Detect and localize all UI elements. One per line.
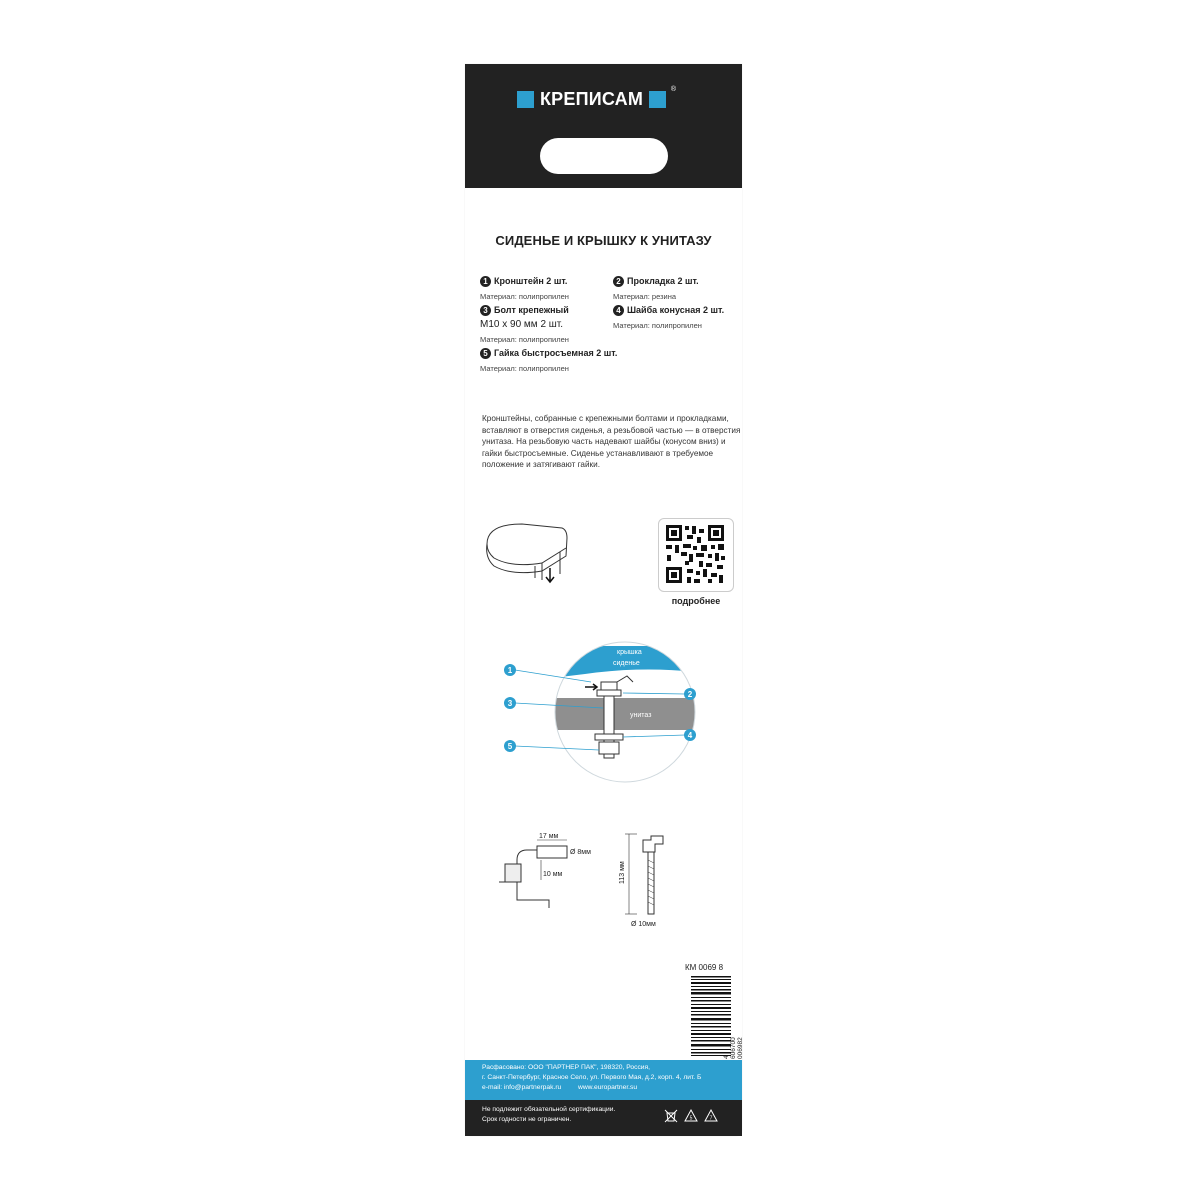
part-number: 1 bbox=[480, 276, 491, 287]
qr-code[interactable] bbox=[658, 518, 734, 592]
recycle-icons bbox=[664, 1109, 718, 1123]
dim-17: 17 мм bbox=[539, 833, 559, 840]
part-name: Кронштейн 2 шт. bbox=[494, 276, 568, 287]
part-material: Материал: полипропилен bbox=[480, 364, 569, 374]
hang-hole bbox=[540, 138, 668, 174]
packaging-card bbox=[465, 64, 742, 1136]
cert-line-1: Не подлежит обязательной сертификации. bbox=[482, 1106, 616, 1113]
callout-3: 3 bbox=[507, 699, 513, 708]
part-4 bbox=[613, 305, 724, 331]
toilet-seat-illustration bbox=[482, 516, 582, 591]
part-material: Материал: полипропилен bbox=[613, 321, 702, 331]
callout-4: 4 bbox=[687, 731, 693, 740]
callout-2: 2 bbox=[687, 690, 693, 699]
packer-info bbox=[465, 1060, 742, 1100]
part-size: М10 х 90 мм 2 шт. bbox=[480, 319, 564, 331]
callout-1: 1 bbox=[507, 666, 513, 675]
svg-text:5: 5 bbox=[689, 1115, 693, 1122]
label-seat: сиденье bbox=[613, 660, 640, 667]
no-trash-icon bbox=[664, 1109, 678, 1123]
recycle-icon-7 bbox=[704, 1109, 718, 1123]
packer-line-2: г. Санкт-Петербург, Красное Село, ул. Первого Мая, д.2, корп. 4, лит. Б bbox=[482, 1074, 702, 1081]
logo-square-left bbox=[517, 91, 534, 108]
assembly-diagram bbox=[495, 646, 735, 786]
bolt-dimensions bbox=[615, 830, 685, 930]
bracket-dimensions bbox=[495, 830, 605, 910]
callout-5: 5 bbox=[507, 742, 513, 751]
sku-code: КМ 0069 8 bbox=[685, 963, 724, 972]
part-material: Материал: полипропилен bbox=[480, 335, 569, 345]
brand-name: КРЕПИСАМ bbox=[540, 88, 644, 109]
qr-pattern bbox=[659, 519, 731, 589]
label-toilet: унитаз bbox=[630, 712, 652, 719]
qr-label: подробнее bbox=[671, 596, 721, 606]
part-5 bbox=[480, 348, 617, 374]
part-number: 2 bbox=[613, 276, 624, 287]
dim-8: Ø 8мм bbox=[570, 849, 591, 856]
part-name: Гайка быстросъемная 2 шт. bbox=[494, 348, 618, 359]
header-band bbox=[465, 64, 742, 188]
recycle-icon-5 bbox=[684, 1109, 698, 1123]
dim-10-bolt: Ø 10мм bbox=[631, 921, 656, 928]
part-1 bbox=[480, 276, 569, 302]
svg-text:7: 7 bbox=[709, 1115, 713, 1122]
dim-113: 113 мм bbox=[619, 861, 626, 884]
part-2 bbox=[613, 276, 699, 302]
part-number: 5 bbox=[480, 348, 491, 359]
brand-logo bbox=[517, 86, 677, 110]
dim-10: 10 мм bbox=[543, 871, 563, 878]
part-name: Болт крепежный bbox=[494, 305, 569, 316]
cert-line-2: Срок годности не ограничен. bbox=[482, 1116, 572, 1123]
part-material: Материал: резина bbox=[613, 292, 677, 302]
part-name: Прокладка 2 шт. bbox=[627, 276, 699, 287]
part-3 bbox=[480, 305, 569, 345]
product-title: СИДЕНЬЕ И КРЫШКУ К УНИТАЗУ bbox=[495, 233, 712, 248]
part-number: 4 bbox=[613, 305, 624, 316]
instructions-text: Кронштейны, собранные с крепежными болтами и прокладками, вставляют в отверстия сиденья, а резьбовой частью — в отверстия унитаза. На резьбовую часть надевают шайбы (конусом вниз) и гайки быстросъемные. Сиденье устанавливают в требуемое положение и затягивают гайки. bbox=[482, 414, 741, 469]
part-material: Материал: полипропилен bbox=[480, 292, 569, 302]
registered-mark: ® bbox=[670, 86, 677, 93]
part-number: 3 bbox=[480, 305, 491, 316]
packer-site[interactable]: www.europartner.su bbox=[578, 1084, 638, 1091]
logo-square-right bbox=[649, 91, 666, 108]
part-name: Шайба конусная 2 шт. bbox=[627, 305, 725, 316]
label-lid: крышка bbox=[617, 649, 642, 656]
packer-email[interactable]: e-mail: info@partnerpak.ru bbox=[482, 1084, 562, 1091]
barcode-digits: 4 606700 006982 bbox=[723, 1037, 744, 1059]
certification-info bbox=[465, 1100, 742, 1136]
packer-line-1: Расфасовано: ООО "ПАРТНЕР ПАК", 198320, Россия, bbox=[482, 1064, 651, 1071]
